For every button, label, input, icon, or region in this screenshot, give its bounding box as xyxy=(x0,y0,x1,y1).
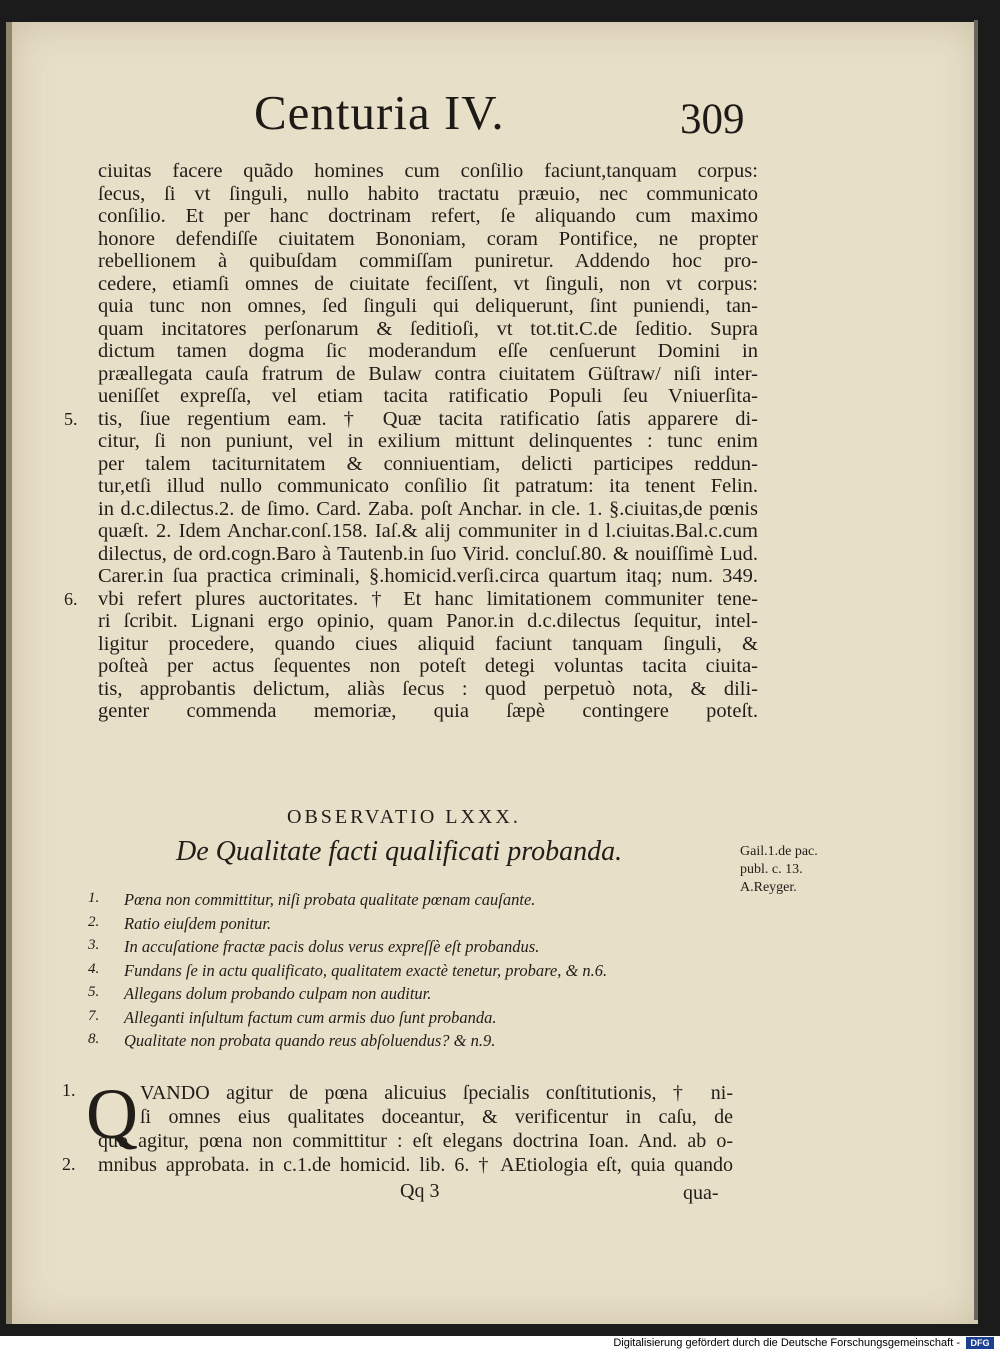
marginal-reference xyxy=(740,843,818,897)
text-line: dilectus, de ord.cogn.Baro à Tautenb.in ſuo Virid. concluſ.80. & nouiſſimè Lud. xyxy=(98,542,758,565)
page-number: 309 xyxy=(680,96,745,143)
text-line: dictum tamen dogma ſic moderandum eſſe cenſuerunt Domini in xyxy=(98,340,758,362)
text-line: rebellionem à quibuſdam commiſſam puniretur. Addendo hoc pro- xyxy=(98,250,758,272)
text-line: vbi refert plures auctoritates. † Et hanc limitationem communiter tene- xyxy=(98,587,758,610)
observation-subtitle: De Qualitate facti qualificati probanda. xyxy=(176,836,623,867)
text-line: tur,etſi illud nullo communicato conſilio ſit patratum: ita tenent Felin. xyxy=(98,475,758,497)
margin-number: 1. xyxy=(62,1080,76,1100)
text-line: ſecus, ſi vt ſinguli, nullo habito tractatu præuio, nec communicato xyxy=(98,182,758,205)
marginal-reference-line: Gail.1.de pac. xyxy=(740,844,818,859)
page-edge xyxy=(974,20,978,1320)
text-line: ueniſſet expreſſa, vel etiam tacita ratificatio Populi ſeu Vniuerſita- xyxy=(98,385,758,407)
observation-title: OBSERVATIO LXXX. xyxy=(287,806,521,828)
margin-number: 6. xyxy=(64,588,78,609)
text-line: præallegata cauſa fratrum de Bulaw contra ciuitatem Güſtraw/ niſi inter- xyxy=(98,362,758,385)
text-line: Carer.in ſua practica criminali, §.homicid.verſi.circa quartum itaq; num. 349. xyxy=(98,565,758,587)
dfg-logo[interactable]: DFG xyxy=(966,1337,994,1349)
text-line: ciuitas facere quãdo homines cum conſilio faciunt,tanquam corpus: xyxy=(98,160,758,182)
text-line: tis, ſiue regentium eam. † Quæ tacita ratificatio ſatis apparere di- xyxy=(98,407,758,430)
text-line: cedere, etiamſi omnes de ciuitate feciſſent, vt ſinguli, non vt corpus: xyxy=(98,272,758,295)
text-line: in d.c.dilectus.2. de ſimo. Card. Zaba. poſt Anchar. in cle. 1. §.ciuitas,de pœnis xyxy=(98,497,758,520)
text-line: ligitur procedere, quando ciues aliquid faciunt tanquam ſinguli, & xyxy=(98,632,758,655)
drop-capital: Q xyxy=(86,1074,138,1154)
text-line: mnibus approbata. in c.1.de homicid. lib. 6. † AEtiologia eſt, quia quando xyxy=(98,1154,733,1176)
text-line: quo agitur, pœna non committitur : eſt elegans doctrina Ioan. And. ab o- xyxy=(98,1130,733,1152)
summary-item: Allegans dolum probando culpam non auditur. xyxy=(124,984,432,1003)
footer-bar xyxy=(0,1336,1000,1351)
text-line: ſi omnes eius qualitates doceantur, & verificentur in caſu, de xyxy=(140,1106,733,1128)
summary-number: 1. xyxy=(88,890,100,906)
running-title: Centuria IV. xyxy=(254,85,505,140)
text-line: per talem taciturnitatem & conniuentiam, delicti participes reddun- xyxy=(98,452,758,475)
text-line: VANDO agitur de pœna alicuius ſpecialis conſtitutionis, † ni- xyxy=(140,1082,733,1104)
summary-number: 7. xyxy=(88,1007,100,1024)
text-line: ri ſcribit. Lignani ergo opinio, quam Panor.in d.c.dilectus ſequitur, intel- xyxy=(98,610,758,632)
summary-item: Pœna non committitur, niſi probata qualitate pœnam cauſante. xyxy=(124,890,536,909)
text-line: tis, approbantis delictum, aliàs ſecus : quod perpetuò nota, & dili- xyxy=(98,677,758,700)
summary-item: Alleganti inſultum factum cum armis duo ſunt probanda. xyxy=(124,1007,497,1027)
summary-number: 5. xyxy=(88,984,100,1000)
text-line: quæſt. 2. Idem Anchar.conſ.158. Iaſ.& alij communiter in d l.ciuitas.Bal.c.cum xyxy=(98,520,758,542)
summary-item: Ratio eiuſdem ponitur. xyxy=(124,913,272,933)
text-line: honore defendiſſe ciuitatem Bononiam, coram Pontifice, ne propter xyxy=(98,227,758,250)
signature-mark: Qq 3 xyxy=(400,1180,440,1202)
text-line: quam incitatores perſonarum & ſeditioſi, vt tot.tit.C.de ſeditio. Supra xyxy=(98,317,758,340)
funding-note: Digitalisierung gefördert durch die Deutsche Forschungsgemeinschaft - xyxy=(613,1337,960,1349)
summary-number: 2. xyxy=(88,913,100,930)
text-line: quia tunc non omnes, ſed ſinguli qui deliquerunt, ſint puniendi, tan- xyxy=(98,295,758,317)
margin-number: 5. xyxy=(64,408,78,429)
summary-item: In accuſatione fractæ pacis dolus verus expreſſè eſt probandus. xyxy=(124,937,540,956)
summary-item: Fundans ſe in actu qualificato, qualitatem exactè tenetur, probare, & n.6. xyxy=(124,960,608,980)
text-line: conſilio. Et per hanc doctrinam refert, ſe aliquando cum maximo xyxy=(98,205,758,227)
summary-number: 3. xyxy=(88,937,100,953)
summary-number: 4. xyxy=(88,960,100,977)
marginal-reference-line: publ. c. 13. xyxy=(740,862,803,877)
summary-item: Qualitate non probata quando reus abſoluendus? & n.9. xyxy=(124,1031,496,1050)
margin-number: 2. xyxy=(62,1154,76,1174)
summary-number: 8. xyxy=(88,1031,100,1047)
text-line: genter commenda memoriæ, quia ſæpè contingere poteſt. xyxy=(98,700,758,722)
text-line: citur, ſi non puniunt, vel in exilium mittunt delinquentes : tunc enim xyxy=(98,430,758,452)
catchword: qua- xyxy=(683,1182,719,1204)
marginal-reference-line: A.Reyger. xyxy=(740,880,797,895)
text-line: poſteà per actus ſequentes non poteſt detegi voluntas tacita ciuita- xyxy=(98,655,758,677)
